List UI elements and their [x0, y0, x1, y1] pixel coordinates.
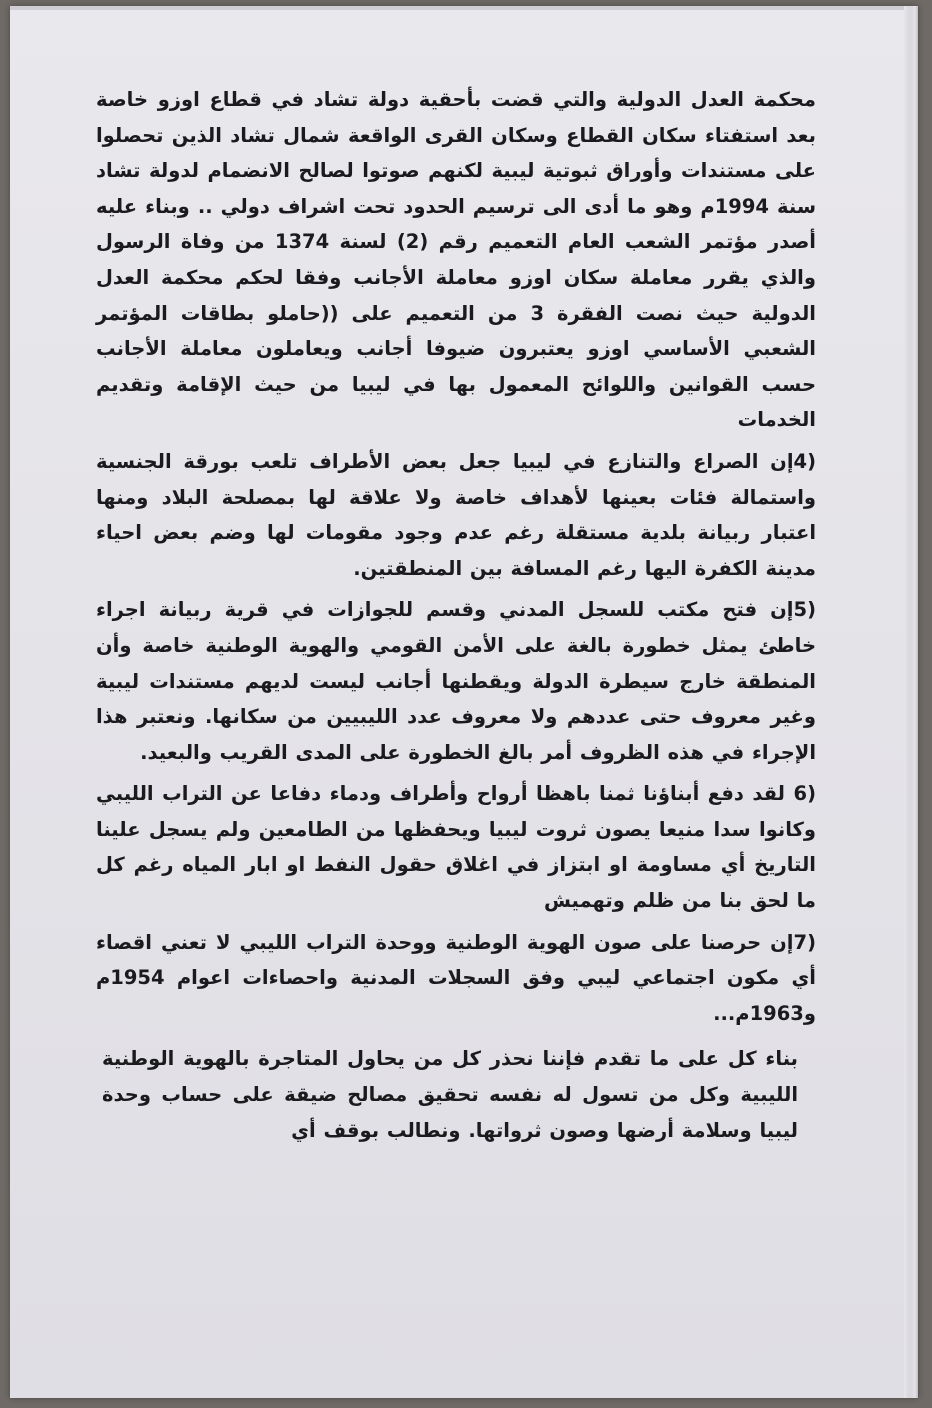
- paragraph-point-6: [96, 776, 816, 918]
- paragraph-closing: [96, 1041, 816, 1148]
- paragraph-number: (6: [793, 782, 816, 806]
- paragraph-text: محكمة العدل الدولية والتي قضت بأحقية دولة تشاد في قطاع اوزو خاصة بعد استفتاء سكان القطاع وسكان القرى الواقعة شمال تشاد الذين تحصلوا على مستندات وأوراق ثبوتية ليبية لكنهم صوتوا لصالح الانضمام لدولة تشاد سنة 1994م وهو ما أدى الى ترسيم الحدود تحت اشراف دولي .. وبناء عليه أصدر مؤتمر الشعب العام التعميم رقم (2) لسنة 1374 من وفاة الرسول والذي يقرر معاملة سكان اوزو معاملة الأجانب وفقا لحكم محكمة العدل الدولية حيث نصت الفقرة 3 من التعميم على ((حاملو بطاقات المؤتمر الشعبي الأساسي اوزو يعتبرون ضيوفا أجانب ويعاملون معاملة الأجانب حسب القوانين واللوائح المعمول بها في ليبيا من حيث الإقامة وتقديم الخدمات: [96, 88, 816, 432]
- paragraph-text: إن الصراع والتنازع في ليبيا جعل بعض الأطراف تلعب بورقة الجنسية واستمالة فئات بعينها لأهداف خاصة ولا علاقة لها بمصلحة البلاد ومنها اعتبار ربيانة بلدية مستقلة رغم عدم وجود مقومات لها وضم بعض احياء مدينة الكفرة اليها رغم المسافة بين المنطقتين.: [96, 449, 816, 580]
- document-body: [96, 82, 816, 1148]
- paragraph-point-5: [96, 592, 816, 770]
- paragraph-intro-continuation: [96, 82, 816, 438]
- paragraph-number: (5: [793, 598, 816, 622]
- page-right-edge: [904, 6, 918, 1398]
- paragraph-number: (4: [793, 449, 816, 473]
- paragraph-text: بناء كل على ما تقدم فإننا نحذر كل من يحاول المتاجرة بالهوية الوطنية الليبية وكل من تسول له نفسه تحقيق مصالح ضيقة على حساب وحدة ليبيا وسلامة أرضها وصون ثرواتها. ونطالب بوقف أي: [102, 1047, 798, 1142]
- paragraph-point-4: [96, 444, 816, 586]
- page-top-edge: [10, 6, 918, 10]
- paragraph-number: (7: [793, 930, 816, 954]
- paragraph-text: لقد دفع أبناؤنا ثمنا باهظا أرواح وأطراف ودماء دفاعا عن التراب الليبي وكانوا سدا منيعا يصون ثروت ليبيا ويحفظها من الطامعين ولم يسجل علينا التاريخ أي مساومة او ابتزاز في اغلاق حقول النفط او ابار المياه رغم كل ما لحق بنا من ظلم وتهميش: [96, 782, 816, 913]
- paragraph-text: إن حرصنا على صون الهوية الوطنية ووحدة التراب الليبي لا تعني اقصاء أي مكون اجتماعي ليبي وفق السجلات المدنية واحصاءات اعوام 1954م و1963م...: [96, 930, 816, 1025]
- paragraph-point-7: [96, 925, 816, 1032]
- paragraph-text: إن فتح مكتب للسجل المدني وقسم للجوازات في قرية ربيانة اجراء خاطئ يمثل خطورة بالغة على الأمن القومي والهوية الوطنية خاصة وأن المنطقة خارج سيطرة الدولة ويقطنها أجانب ليست لديهم مستندات ليبية وغير معروف حتى عددهم ولا معروف عدد الليبيين من سكانها. ونعتبر هذا الإجراء في هذه الظروف أمر بالغ الخطورة على المدى القريب والبعيد.: [96, 598, 816, 764]
